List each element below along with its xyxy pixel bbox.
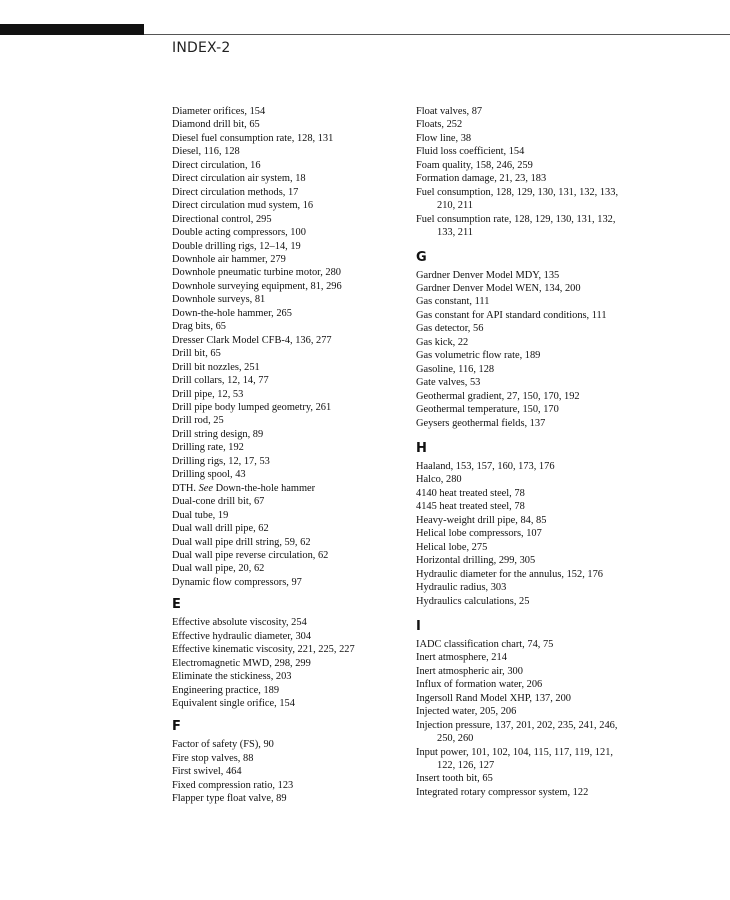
index-entry: Diesel fuel consumption rate, 128, 131 — [172, 132, 334, 144]
index-entry: Gas detector, 56 — [416, 323, 484, 335]
index-group-f-continued — [416, 105, 656, 186]
index-entry: Dual wall pipe, 20, 62 — [172, 563, 265, 575]
index-entry: Dual tube, 19 — [172, 509, 229, 521]
index-entry: 4145 heat treated steel, 78 — [416, 501, 525, 513]
index-entry: Drilling spool, 43 — [172, 469, 246, 481]
index-group-d-continued — [172, 495, 412, 589]
index-entry: Halco, 280 — [416, 474, 462, 486]
dth-prefix: DTH. — [172, 482, 199, 494]
index-group-f — [172, 738, 412, 805]
index-entry: Gardner Denver Model MDY, 135 — [416, 269, 560, 281]
index-entry-continuation: 210, 211 — [437, 200, 473, 212]
index-entry: Equivalent single orifice, 154 — [172, 698, 295, 710]
index-group-g — [416, 269, 656, 430]
index-entry: 4140 heat treated steel, 78 — [416, 487, 525, 499]
index-entry: Hydraulic diameter for the annulus, 152, 176 — [416, 568, 603, 580]
index-entry: Influx of formation water, 206 — [416, 679, 543, 691]
index-entry-continuation: 122, 126, 127 — [437, 760, 495, 772]
index-entry: Factor of safety (FS), 90 — [172, 739, 274, 751]
header-rule — [144, 34, 730, 35]
index-entry-dth — [172, 482, 412, 495]
index-column-right — [416, 105, 656, 799]
header-black-bar — [0, 24, 144, 35]
index-entry: Hydraulic radius, 303 — [416, 582, 507, 594]
index-entry: Ingersoll Rand Model XHP, 137, 200 — [416, 692, 571, 704]
index-entry: Geothermal temperature, 150, 170 — [416, 404, 559, 416]
index-entry: Gardner Denver Model WEN, 134, 200 — [416, 282, 581, 294]
index-entry: Gasoline, 116, 128 — [416, 363, 495, 375]
index-entry: Drill collars, 12, 14, 77 — [172, 375, 269, 387]
page-label: INDEX-2 — [172, 40, 231, 56]
index-entry: Heavy-weight drill pipe, 84, 85 — [416, 514, 547, 526]
index-entry: Inert atmospheric air, 300 — [416, 665, 523, 677]
index-entry-fuel-consumption: Fuel consumption, 128, 129, 130, 131, 132, 133, — [416, 186, 619, 198]
section-heading-f: F — [172, 719, 181, 735]
index-entry: Direct circulation, 16 — [172, 159, 261, 171]
index-entry: Diesel, 116, 128 — [172, 146, 240, 158]
index-entry: Flow line, 38 — [416, 132, 472, 144]
index-entry: Dual wall drill pipe, 62 — [172, 523, 269, 535]
index-entry: Diameter orifices, 154 — [172, 106, 266, 117]
index-entry: Drilling rigs, 12, 17, 53 — [172, 455, 270, 467]
index-entry: Inert atmosphere, 214 — [416, 652, 507, 664]
index-entry: Fire stop valves, 88 — [172, 752, 254, 764]
index-entry: Effective hydraulic diameter, 304 — [172, 630, 312, 642]
index-entry: Gas constant, 111 — [416, 296, 490, 308]
index-entry-injection-pressure: Injection pressure, 137, 201, 202, 235, 241, 246, — [416, 719, 618, 731]
index-entry: Geothermal gradient, 27, 150, 170, 192 — [416, 390, 580, 402]
index-entry: Directional control, 295 — [172, 213, 272, 225]
index-entry-continuation: 250, 260 — [437, 733, 474, 745]
index-entry: Drag bits, 65 — [172, 321, 226, 333]
index-entry: Dual wall pipe drill string, 59, 62 — [172, 536, 311, 548]
dth-target: Down-the-hole hammer — [212, 482, 316, 494]
index-group-i — [416, 638, 656, 719]
index-entry: Formation damage, 21, 23, 183 — [416, 173, 547, 185]
index-entry: Downhole surveys, 81 — [172, 294, 266, 306]
index-entry: Effective absolute viscosity, 254 — [172, 617, 307, 629]
index-entry: Dynamic flow compressors, 97 — [172, 576, 302, 588]
index-entry: Double acting compressors, 100 — [172, 227, 306, 239]
index-group-h — [416, 460, 656, 608]
index-entry: First swivel, 464 — [172, 766, 242, 778]
index-entry: IADC classification chart, 74, 75 — [416, 638, 554, 650]
index-entry: Drill rod, 25 — [172, 415, 224, 427]
index-group-e — [172, 616, 412, 710]
index-entry: Horizontal drilling, 299, 305 — [416, 555, 536, 567]
index-entry: Integrated rotary compressor system, 122 — [416, 786, 589, 798]
index-entry: Gas constant for API standard conditions, 111 — [416, 309, 607, 321]
index-entry: Direct circulation mud system, 16 — [172, 200, 314, 212]
index-entry: Drilling rate, 192 — [172, 442, 244, 454]
index-entry: Downhole air hammer, 279 — [172, 253, 286, 265]
index-entry: Down-the-hole hammer, 265 — [172, 307, 292, 319]
index-entry: Downhole pneumatic turbine motor, 280 — [172, 267, 341, 279]
index-entry-fuel-consumption-rate: Fuel consumption rate, 128, 129, 130, 131, 132, — [416, 213, 616, 225]
index-entry: Gas volumetric flow rate, 189 — [416, 350, 541, 362]
index-entry: Dual-cone drill bit, 67 — [172, 496, 265, 508]
index-entry: Dresser Clark Model CFB-4, 136, 277 — [172, 334, 332, 346]
index-entry: Drill pipe, 12, 53 — [172, 388, 244, 400]
index-entry: Drill pipe body lumped geometry, 261 — [172, 401, 332, 413]
index-entry: Flapper type float valve, 89 — [172, 793, 287, 805]
index-entry: Engineering practice, 189 — [172, 684, 280, 696]
index-entry: Diamond drill bit, 65 — [172, 119, 260, 131]
index-entry: Double drilling rigs, 12–14, 19 — [172, 240, 301, 252]
index-entry: Helical lobe compressors, 107 — [416, 528, 542, 540]
index-entry-continuation: 133, 211 — [437, 227, 473, 239]
index-entry: Helical lobe, 275 — [416, 541, 488, 553]
index-entry: Haaland, 153, 157, 160, 173, 176 — [416, 460, 555, 472]
section-heading-h: H — [416, 440, 427, 456]
index-entry: Drill string design, 89 — [172, 428, 264, 440]
index-entry: Gas kick, 22 — [416, 336, 469, 348]
index-entry: Hydraulics calculations, 25 — [416, 595, 530, 607]
index-entry: Floats, 252 — [416, 119, 463, 131]
index-entry: Drill bit, 65 — [172, 348, 221, 360]
index-group-i-continued — [416, 772, 656, 799]
index-entry: Injected water, 205, 206 — [416, 706, 517, 718]
index-entry: Foam quality, 158, 246, 259 — [416, 159, 533, 171]
index-entry: Direct circulation air system, 18 — [172, 173, 306, 185]
section-heading-e: E — [172, 597, 181, 613]
index-entry: Insert tooth bit, 65 — [416, 773, 493, 785]
index-entry-input-power: Input power, 101, 102, 104, 115, 117, 119, 121, — [416, 746, 613, 758]
index-entry: Float valves, 87 — [416, 106, 483, 117]
index-entry: Fixed compression ratio, 123 — [172, 779, 294, 791]
index-entry: Direct circulation methods, 17 — [172, 186, 299, 198]
index-entry: Geysers geothermal fields, 137 — [416, 417, 546, 429]
index-entry: Fluid loss coefficient, 154 — [416, 146, 525, 158]
see-reference: See — [198, 482, 213, 494]
index-entry: Dual wall pipe reverse circulation, 62 — [172, 549, 329, 561]
index-entry: Effective kinematic viscosity, 221, 225, 227 — [172, 644, 355, 656]
index-group-d — [172, 105, 412, 482]
section-heading-g: G — [416, 249, 427, 265]
index-column-left — [172, 105, 412, 806]
index-entry: Electromagnetic MWD, 298, 299 — [172, 657, 311, 669]
index-entry: Gate valves, 53 — [416, 377, 481, 389]
index-entry: Drill bit nozzles, 251 — [172, 361, 260, 373]
index-entry: Eliminate the stickiness, 203 — [172, 671, 292, 683]
section-heading-i: I — [416, 618, 421, 634]
index-entry: Downhole surveying equipment, 81, 296 — [172, 280, 342, 292]
